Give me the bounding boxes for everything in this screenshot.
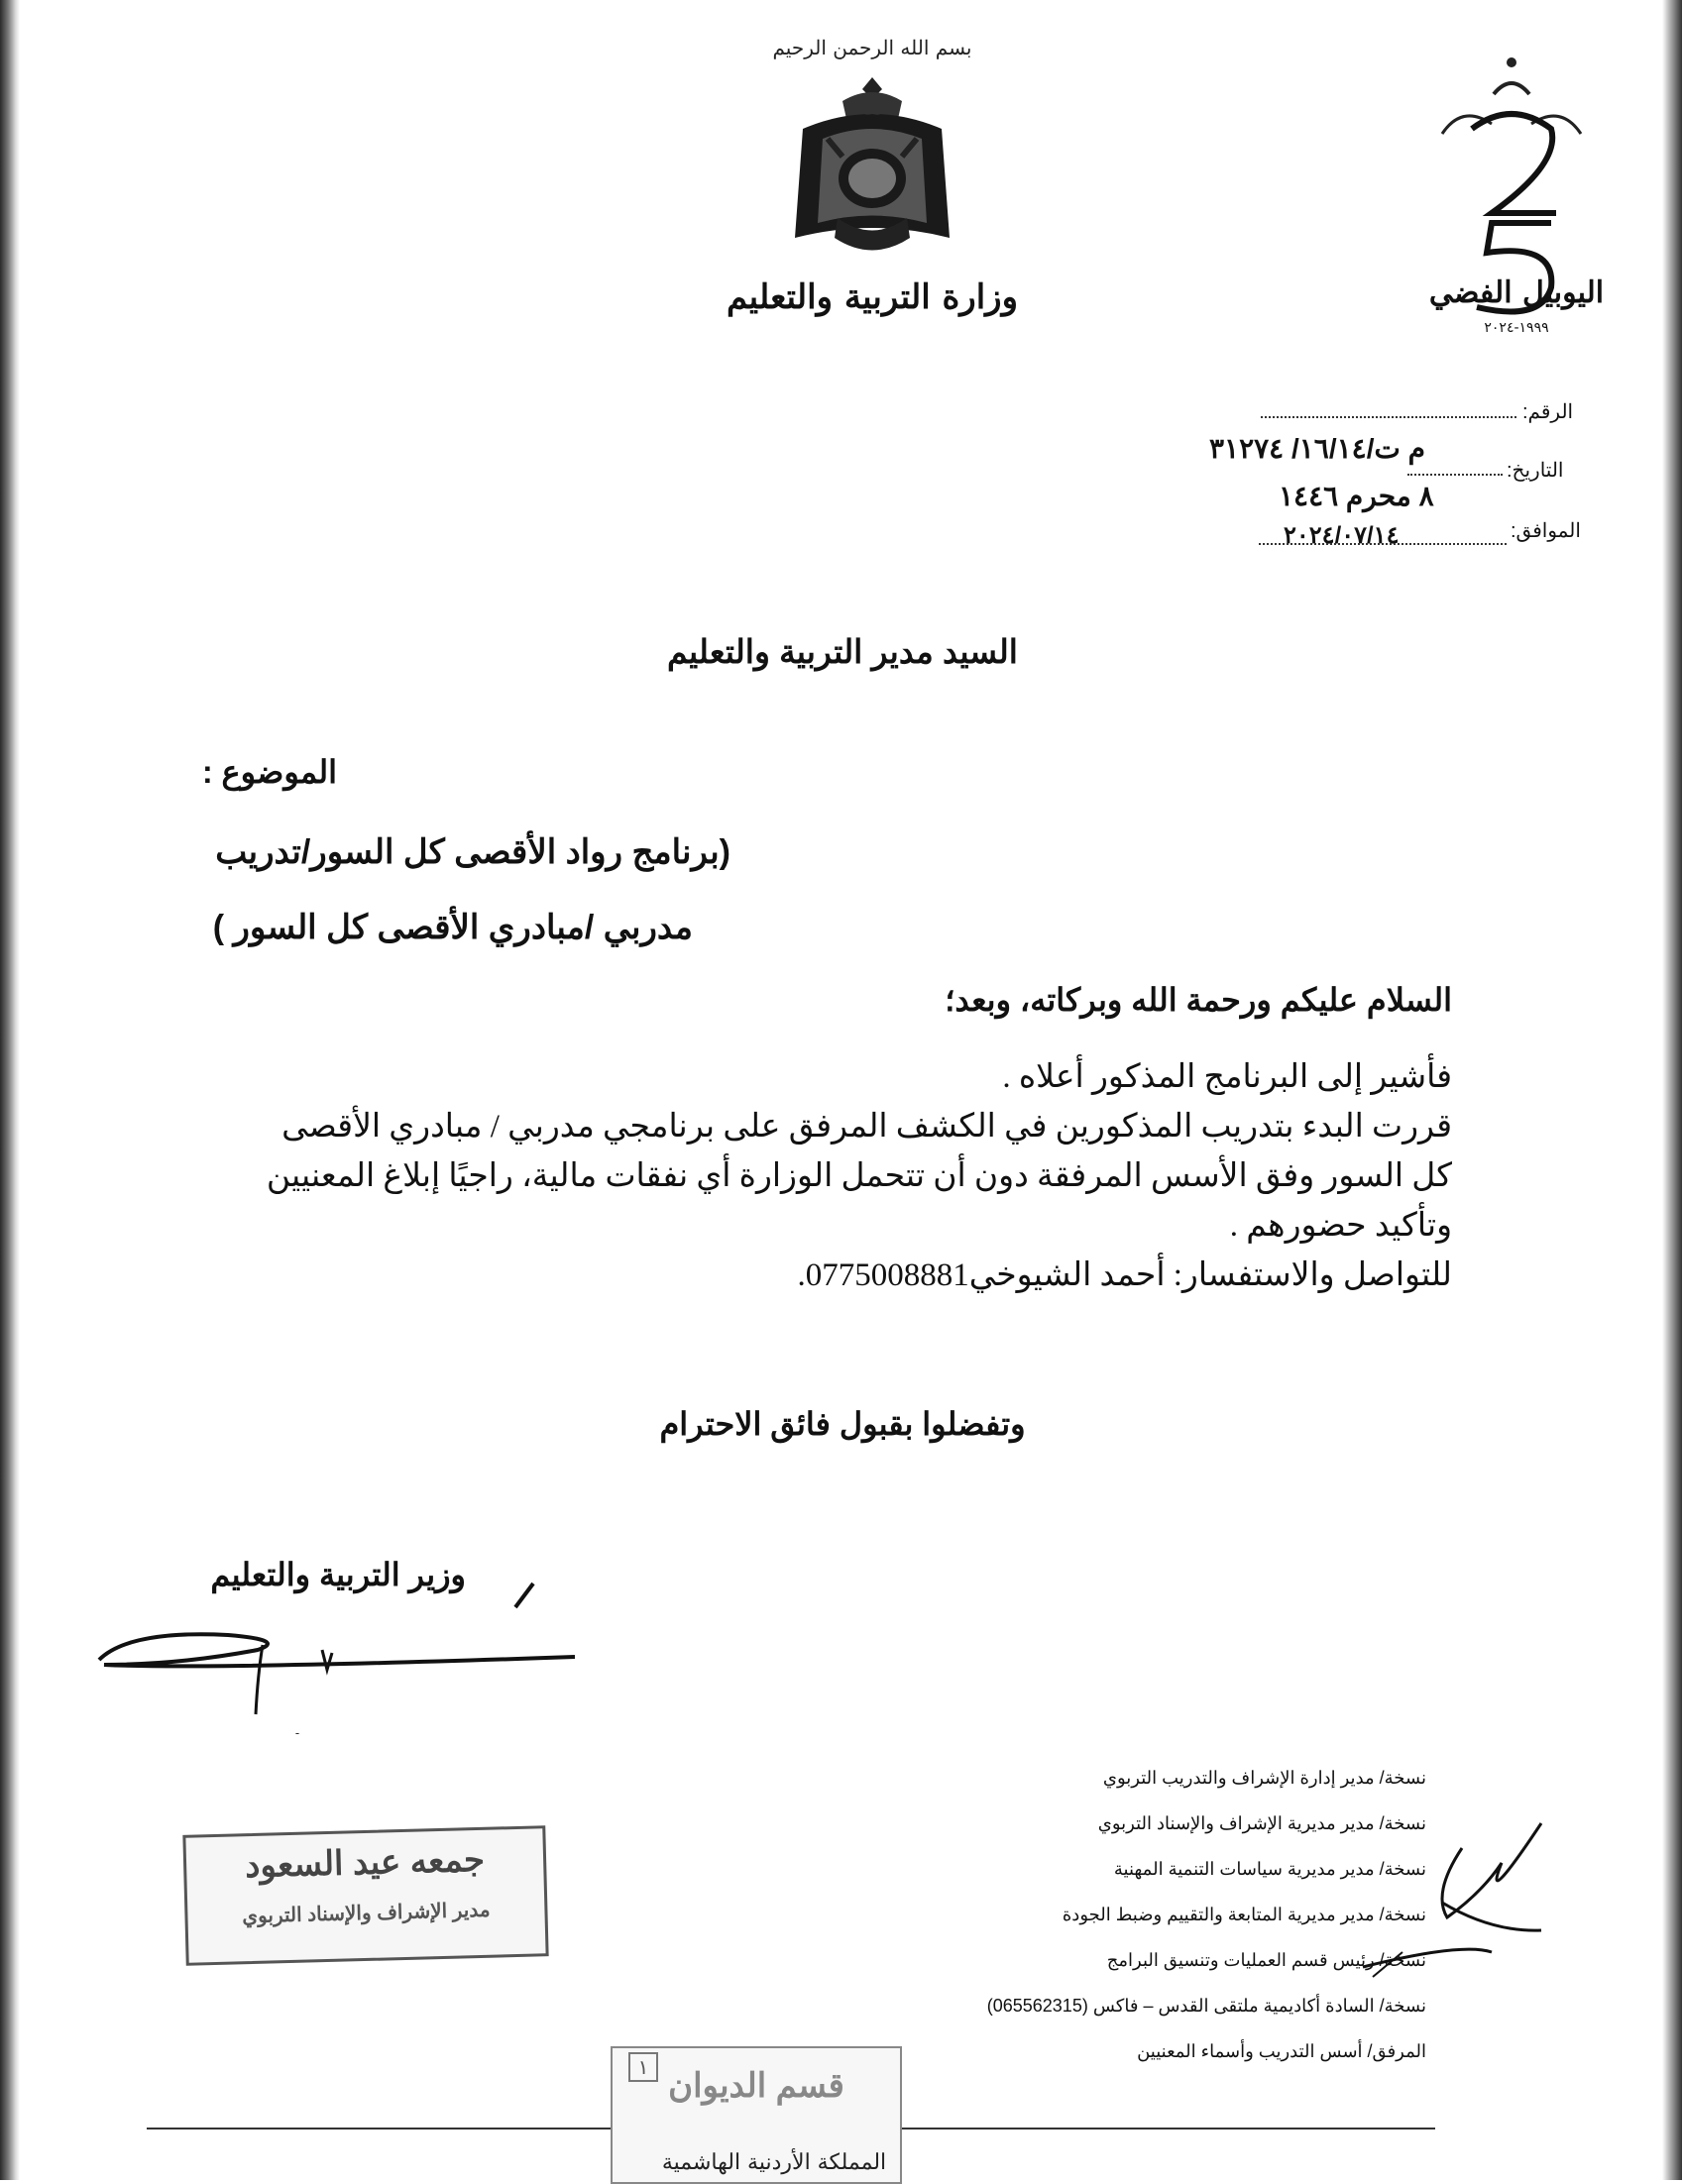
name-stamp	[182, 1825, 548, 1966]
body-line: للتواصل والاستفسار: أحمد الشيوخي0775008881.	[797, 1257, 1452, 1293]
bismillah: بسم الله الرحمن الرحيم	[772, 36, 972, 59]
subject-line-2: مدربي /مبادري الأقصى كل السور )	[212, 909, 693, 946]
copy-line: نسخة/ مدير إدارة الإشراف والتدريب التربوي	[1102, 1768, 1426, 1788]
number-label: الرقم:	[1522, 401, 1574, 423]
subject-label: الموضوع :	[201, 754, 337, 790]
stamp-name: جمعه عيد السعود	[244, 1840, 486, 1886]
scan-edge-left	[0, 0, 20, 2180]
gregorian-dotted-line	[1259, 543, 1507, 545]
body-line: كل السور وفق الأسس المرفقة دون أن تتحمل الوزارة أي نفقات مالية، راجيًا إبلاغ المعنيين	[266, 1158, 1452, 1194]
reference-number: م ت/١٦/١٤/ ٣١٢٧٤	[1209, 433, 1425, 464]
body-line: وتأكيد حضورهم .	[1229, 1208, 1452, 1244]
equivalent-label: الموافق:	[1511, 520, 1581, 542]
copy-line: نسخة/ مدير مديرية المتابعة والتقييم وضبط الجودة	[1062, 1905, 1426, 1924]
date-label: التاريخ:	[1507, 460, 1564, 482]
copy-line: نسخة/ مدير مديرية الإشراف والإسناد التربوي	[1097, 1813, 1426, 1833]
kingdom-text: المملكة الأردنية الهاشمية	[661, 2150, 887, 2175]
number-dotted-line	[1261, 416, 1516, 418]
subject-line-1: (برنامج رواد الأقصى كل السور/تدريب	[215, 833, 730, 871]
ministry-name: وزارة التربية والتعليم	[727, 277, 1018, 317]
handwritten-annotation	[1343, 1803, 1581, 1992]
jubilee-title: اليوبيل الفضي	[1428, 275, 1605, 310]
body-line: فأشير إلى البرنامج المذكور أعلاه .	[1002, 1059, 1452, 1095]
stamp-role: مدير الإشراف والإسناد التربوي	[242, 1899, 491, 1928]
copy-line: نسخة/ مدير مديرية سياسات التنمية المهنية	[1113, 1859, 1426, 1879]
minister-signature	[89, 1546, 605, 1734]
copy-line: نسخة/ رئيس قسم العمليات وتنسيق البرامج	[1106, 1950, 1426, 1970]
royal-crest-logo	[783, 69, 961, 268]
body-line: قررت البدء بتدريب المذكورين في الكشف المرفق على برنامجي مدربي / مبادري الأقصى	[281, 1109, 1452, 1145]
date-dotted-line	[1407, 474, 1503, 476]
diwan-number: ١	[628, 2052, 658, 2082]
gregorian-date: ٢٠٢٤/٠٧/١٤	[1284, 522, 1400, 549]
hijri-date: ٨ محرم ١٤٤٦	[1279, 481, 1434, 511]
attachment-line: المرفق/ أسس التدريب وأسماء المعنيين	[1137, 2041, 1426, 2061]
addressee: السيد مدير التربية والتعليم	[667, 633, 1018, 670]
jubilee-years: ١٩٩٩-٢٠٢٤	[1484, 320, 1549, 336]
diwan-title: قسم الديوان	[668, 2067, 844, 2105]
minister-title: وزير التربية والتعليم	[210, 1557, 466, 1592]
scan-edge-right	[1662, 0, 1682, 2180]
copy-line: نسخة/ السادة أكاديمية ملتقى القدس – فاكس (065562315)	[986, 1996, 1426, 2016]
closing: وتفضلوا بقبول فائق الاحترام	[659, 1406, 1026, 1442]
greeting: السلام عليكم ورحمة الله وبركاته، وبعد؛	[945, 982, 1452, 1018]
